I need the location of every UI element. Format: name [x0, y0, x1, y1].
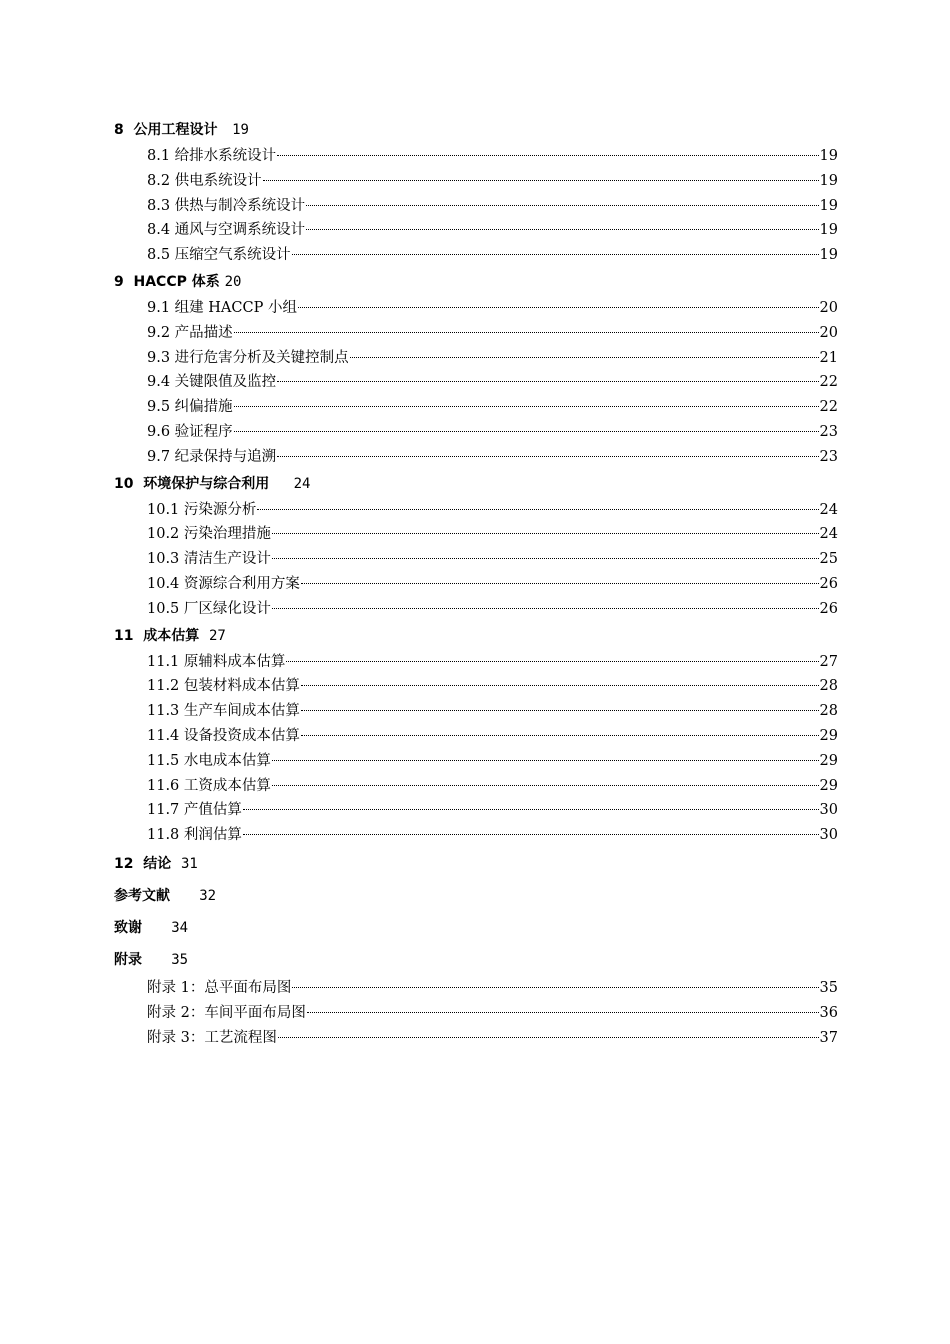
toc-chapter-page: 31 — [180, 855, 198, 872]
toc-entry-page: 19 — [819, 247, 838, 264]
toc-dot-leader — [298, 306, 819, 308]
toc-entry[interactable] — [147, 194, 838, 219]
toc-entry[interactable] — [147, 218, 838, 243]
toc-entry-page: 26 — [819, 600, 838, 617]
toc-entry-title: 11.7 产值估算 — [147, 802, 242, 819]
toc-dot-leader — [272, 532, 819, 534]
toc-chapter-heading[interactable] — [114, 944, 838, 976]
toc-entry-title: 8.2 供电系统设计 — [147, 172, 262, 189]
toc-entry-title: 10.2 污染治理措施 — [147, 526, 271, 543]
toc-chapter-page: 34 — [171, 919, 189, 936]
toc-entry[interactable] — [147, 1026, 838, 1051]
toc-entry[interactable] — [147, 976, 838, 1001]
toc-chapter-heading[interactable] — [114, 116, 838, 144]
toc-entry-title: 10.3 清洁生产设计 — [147, 551, 271, 568]
toc-entry-page: 29 — [819, 777, 838, 794]
toc-entry[interactable] — [147, 823, 838, 848]
toc-entry[interactable] — [147, 774, 838, 799]
toc-entry-title: 9.3 进行危害分析及关键控制点 — [147, 349, 349, 366]
toc-chapter-heading[interactable] — [114, 848, 838, 880]
toc-entry-title: 8.1 给排水系统设计 — [147, 148, 277, 164]
toc-entry-page: 37 — [819, 1029, 838, 1046]
toc-chapter-title: 10 环境保护与综合利用 — [114, 475, 270, 492]
toc-entry-page: 20 — [819, 324, 838, 341]
toc-entry[interactable] — [147, 144, 838, 169]
toc-entry-page: 28 — [819, 703, 838, 720]
toc-dot-leader — [301, 709, 819, 711]
toc-entry[interactable] — [147, 243, 838, 268]
toc-entry-title: 11.6 工资成本估算 — [147, 777, 271, 794]
toc-chapter-title: 致谢 — [114, 919, 142, 936]
toc-entry-page: 22 — [819, 374, 838, 391]
toc-entry-page: 24 — [819, 501, 838, 518]
toc-entry-page: 26 — [819, 575, 838, 592]
toc-dot-leader — [234, 331, 819, 333]
toc-chapter-heading[interactable] — [114, 622, 838, 650]
toc-entry[interactable] — [147, 699, 838, 724]
toc-dot-leader — [350, 356, 819, 358]
toc-entry-title: 11.4 设备投资成本估算 — [147, 727, 300, 744]
toc-entry-title: 9.7 纪录保持与追溯 — [147, 448, 277, 465]
toc-dot-leader — [278, 1036, 819, 1038]
toc-entry[interactable] — [147, 296, 838, 321]
toc-entry-title: 8.4 通风与空调系统设计 — [147, 222, 306, 239]
toc-entry-page: 29 — [819, 727, 838, 744]
toc-entry[interactable] — [147, 445, 838, 470]
toc-chapter-page: 32 — [199, 887, 217, 904]
toc-dot-leader — [243, 808, 819, 810]
toc-dot-leader — [263, 179, 819, 181]
toc-entry[interactable] — [147, 547, 838, 572]
toc-chapter-heading[interactable] — [114, 470, 838, 498]
toc-entry-page: 19 — [819, 172, 838, 189]
toc-dot-leader — [243, 833, 819, 835]
toc-chapter-title: 11 成本估算 — [114, 627, 200, 644]
toc-dot-leader — [301, 582, 819, 584]
toc-entry-title: 11.5 水电成本估算 — [147, 752, 271, 769]
toc-chapter-page: 20 — [224, 273, 242, 290]
toc-dot-leader — [292, 253, 819, 255]
toc-entry-page: 25 — [819, 551, 838, 568]
toc-entry-title: 10.1 污染源分析 — [147, 501, 257, 518]
toc-entry-page: 23 — [819, 423, 838, 440]
toc-entry[interactable] — [147, 650, 838, 675]
toc-dot-leader — [234, 405, 819, 407]
toc-entry[interactable] — [147, 498, 838, 523]
toc-entry-page: 19 — [819, 197, 838, 214]
toc-entry-title: 9.6 验证程序 — [147, 423, 233, 440]
toc-entry-page: 24 — [819, 526, 838, 543]
toc-entry-title: 11.3 生产车间成本估算 — [147, 703, 300, 720]
toc-entry[interactable] — [147, 169, 838, 194]
toc-dot-leader — [272, 607, 819, 609]
toc-dot-leader — [306, 204, 818, 206]
toc-dot-leader — [277, 455, 818, 457]
toc-entry-title: 8.3 供热与制冷系统设计 — [147, 197, 306, 214]
toc-dot-leader — [301, 684, 819, 686]
toc-entry-page: 22 — [819, 399, 838, 416]
toc-entry-page: 29 — [819, 752, 838, 769]
toc-entry[interactable] — [147, 1001, 838, 1026]
toc-dot-leader — [234, 430, 819, 432]
toc-entry[interactable] — [147, 572, 838, 597]
toc-entry-title: 10.4 资源综合利用方案 — [147, 575, 300, 592]
toc-dot-leader — [257, 508, 818, 510]
toc-entry-page: 19 — [819, 222, 838, 239]
toc-dot-leader — [277, 154, 818, 156]
toc-chapter-heading[interactable] — [114, 268, 838, 296]
toc-chapter-title: 参考文献 — [114, 887, 170, 904]
toc-entry-title: 10.5 厂区绿化设计 — [147, 600, 271, 617]
toc-entry[interactable] — [147, 420, 838, 445]
toc-dot-leader — [292, 986, 818, 988]
toc-entry-title: 8.5 压缩空气系统设计 — [147, 247, 291, 264]
toc-chapter-title: 12 结论 — [114, 855, 172, 872]
toc-entry-title: 9.4 关键限值及监控 — [147, 374, 277, 391]
toc-entry[interactable] — [147, 749, 838, 774]
toc-entry-title: 附录 1：总平面布局图 — [147, 979, 292, 996]
toc-chapter-page: 27 — [208, 627, 226, 644]
table-of-contents — [114, 116, 838, 1050]
toc-chapter-heading[interactable] — [114, 912, 838, 944]
toc-chapter-title: 附录 — [114, 951, 142, 968]
toc-chapter-page: 35 — [171, 951, 189, 968]
toc-entry-title: 附录 3：工艺流程图 — [147, 1029, 277, 1046]
toc-chapter-title: 8 公用工程设计 — [114, 122, 218, 138]
toc-entry[interactable] — [147, 321, 838, 346]
toc-dot-leader — [301, 734, 819, 736]
toc-chapter-page: 19 — [232, 122, 249, 138]
toc-entry-page: 21 — [819, 349, 838, 366]
toc-entry-page: 30 — [819, 802, 838, 819]
toc-entry[interactable] — [147, 597, 838, 622]
toc-chapter-title: 9 HACCP 体系 — [114, 273, 220, 290]
toc-entry-title: 9.2 产品描述 — [147, 324, 233, 341]
toc-entry[interactable] — [147, 522, 838, 547]
toc-entry[interactable] — [147, 370, 838, 395]
toc-entry-page: 23 — [819, 448, 838, 465]
toc-entry[interactable] — [147, 798, 838, 823]
toc-entry[interactable] — [147, 724, 838, 749]
toc-dot-leader — [272, 759, 819, 761]
toc-entry-title: 11.1 原辅料成本估算 — [147, 653, 286, 670]
toc-dot-leader — [272, 557, 819, 559]
toc-entry-page: 28 — [819, 678, 838, 695]
toc-entry-title: 附录 2：车间平面布局图 — [147, 1004, 306, 1021]
toc-entry-page: 30 — [819, 827, 838, 844]
toc-entry[interactable] — [147, 346, 838, 371]
toc-entry-title: 9.5 纠偏措施 — [147, 399, 233, 416]
toc-entry-page: 20 — [819, 299, 838, 316]
toc-entry-title: 9.1 组建 HACCP 小组 — [147, 299, 297, 316]
toc-entry-page: 27 — [819, 653, 838, 670]
toc-dot-leader — [272, 784, 819, 786]
toc-entry[interactable] — [147, 395, 838, 420]
toc-entry-title: 11.2 包装材料成本估算 — [147, 678, 300, 695]
toc-dot-leader — [286, 660, 818, 662]
toc-dot-leader — [307, 1011, 819, 1013]
toc-entry-title: 11.8 利润估算 — [147, 827, 242, 844]
toc-dot-leader — [277, 380, 818, 382]
toc-entry[interactable] — [147, 674, 838, 699]
toc-entry-page: 36 — [819, 1004, 838, 1021]
toc-dot-leader — [306, 228, 818, 230]
toc-chapter-heading[interactable] — [114, 880, 838, 912]
toc-chapter-page: 24 — [293, 475, 311, 492]
toc-entry-page: 19 — [819, 148, 838, 164]
toc-entry-page: 35 — [819, 979, 838, 996]
